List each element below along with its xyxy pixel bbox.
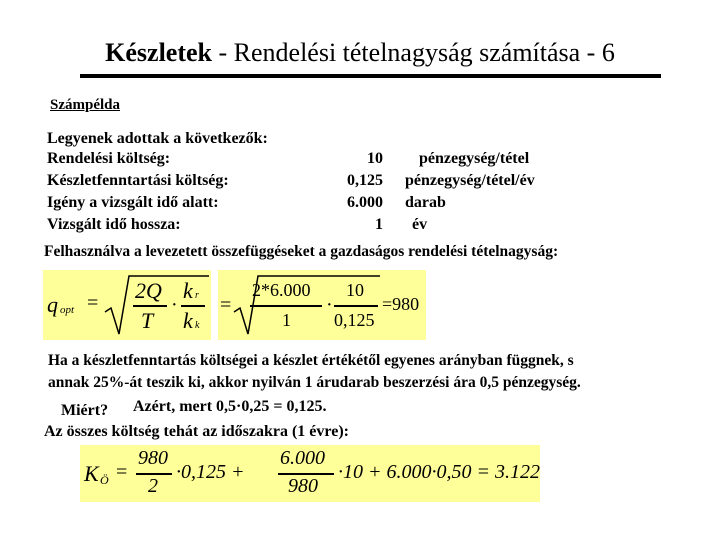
page-title: Készletek - Rendelési tételnagyság számítása - 6 bbox=[105, 38, 615, 67]
subscript: k bbox=[195, 320, 200, 331]
param-label: Vizsgált idő hossza: bbox=[47, 216, 181, 233]
param-value: 6.000 bbox=[347, 194, 383, 211]
param-unit: pénzegység/tétel bbox=[419, 150, 530, 167]
fraction-bar bbox=[181, 305, 205, 307]
equals-sign: = bbox=[87, 292, 99, 314]
fraction-bar bbox=[334, 305, 378, 307]
fraction-numerator: k bbox=[183, 278, 193, 303]
section-heading: Számpélda bbox=[50, 97, 121, 113]
why-answer: Azért, mert 0,5·0,25 = 0,125. bbox=[133, 398, 327, 415]
total-cost-formula bbox=[80, 445, 540, 502]
fraction-denominator: T bbox=[141, 308, 154, 333]
param-unit: év bbox=[412, 216, 428, 233]
equals-sign: = bbox=[220, 294, 232, 316]
fraction-denominator: k bbox=[183, 308, 193, 333]
param-value: 10 bbox=[367, 150, 383, 167]
fraction-denominator: 980 bbox=[288, 475, 318, 497]
param-label: Rendelési költség: bbox=[47, 150, 171, 167]
fraction-numerator: 6.000 bbox=[280, 447, 325, 469]
param-value: 0,125 bbox=[347, 172, 383, 189]
formula-lhs-sub: opt bbox=[60, 304, 75, 316]
param-unit: darab bbox=[405, 194, 446, 211]
total-cost-text: Az összes költség tehát az időszakra (1 évre): bbox=[44, 423, 349, 440]
formula-result: =980 bbox=[382, 294, 420, 314]
eoq-numeric-formula bbox=[218, 270, 426, 340]
formula-lhs-sub: Ö bbox=[100, 473, 109, 487]
title-rule bbox=[80, 74, 661, 78]
intro-text: Legyenek adottak a következők: bbox=[47, 130, 268, 147]
formula-lhs: q bbox=[47, 292, 58, 317]
fraction-numerator: 2Q bbox=[135, 278, 162, 303]
param-label: Készletfenntartási költség: bbox=[47, 172, 229, 189]
fraction-denominator: 1 bbox=[282, 310, 291, 330]
paragraph-line: Ha a készletfenntartás költségei a készlet értékétől egyenes arányban függnek, s bbox=[48, 352, 574, 369]
fraction-numerator: 10 bbox=[346, 280, 364, 300]
equals-sign: = bbox=[116, 461, 128, 483]
why-question: Miért? bbox=[61, 402, 109, 419]
eoq-formula bbox=[43, 270, 211, 340]
param-unit: pénzegység/tétel/év bbox=[405, 172, 535, 189]
multiply-dot: · bbox=[171, 294, 178, 316]
fraction-bar bbox=[133, 305, 167, 307]
fraction-denominator: 0,125 bbox=[334, 310, 375, 330]
param-value: 1 bbox=[375, 216, 383, 233]
formula-lhs: K bbox=[84, 461, 99, 486]
fraction-numerator: 2*6.000 bbox=[252, 280, 311, 300]
fraction-denominator: 2 bbox=[148, 475, 158, 497]
fraction-numerator: 980 bbox=[138, 447, 168, 469]
formula-term: ·0,125 + bbox=[176, 461, 245, 483]
paragraph-line: annak 25%-át teszik ki, akkor nyilván 1 árudarab beszerzési ára 0,5 pénzegység. bbox=[48, 374, 581, 391]
multiply-dot: · bbox=[326, 294, 333, 316]
param-label: Igény a vizsgált idő alatt: bbox=[47, 194, 219, 211]
fraction-bar bbox=[250, 305, 322, 307]
formula-term: ·10 + 6.000·0,50 = 3.122 bbox=[338, 461, 540, 483]
subscript: r bbox=[195, 290, 199, 301]
derivation-text: Felhasználva a levezetett összefüggéseket a gazdaságos rendelési tételnagyság: bbox=[44, 243, 559, 260]
